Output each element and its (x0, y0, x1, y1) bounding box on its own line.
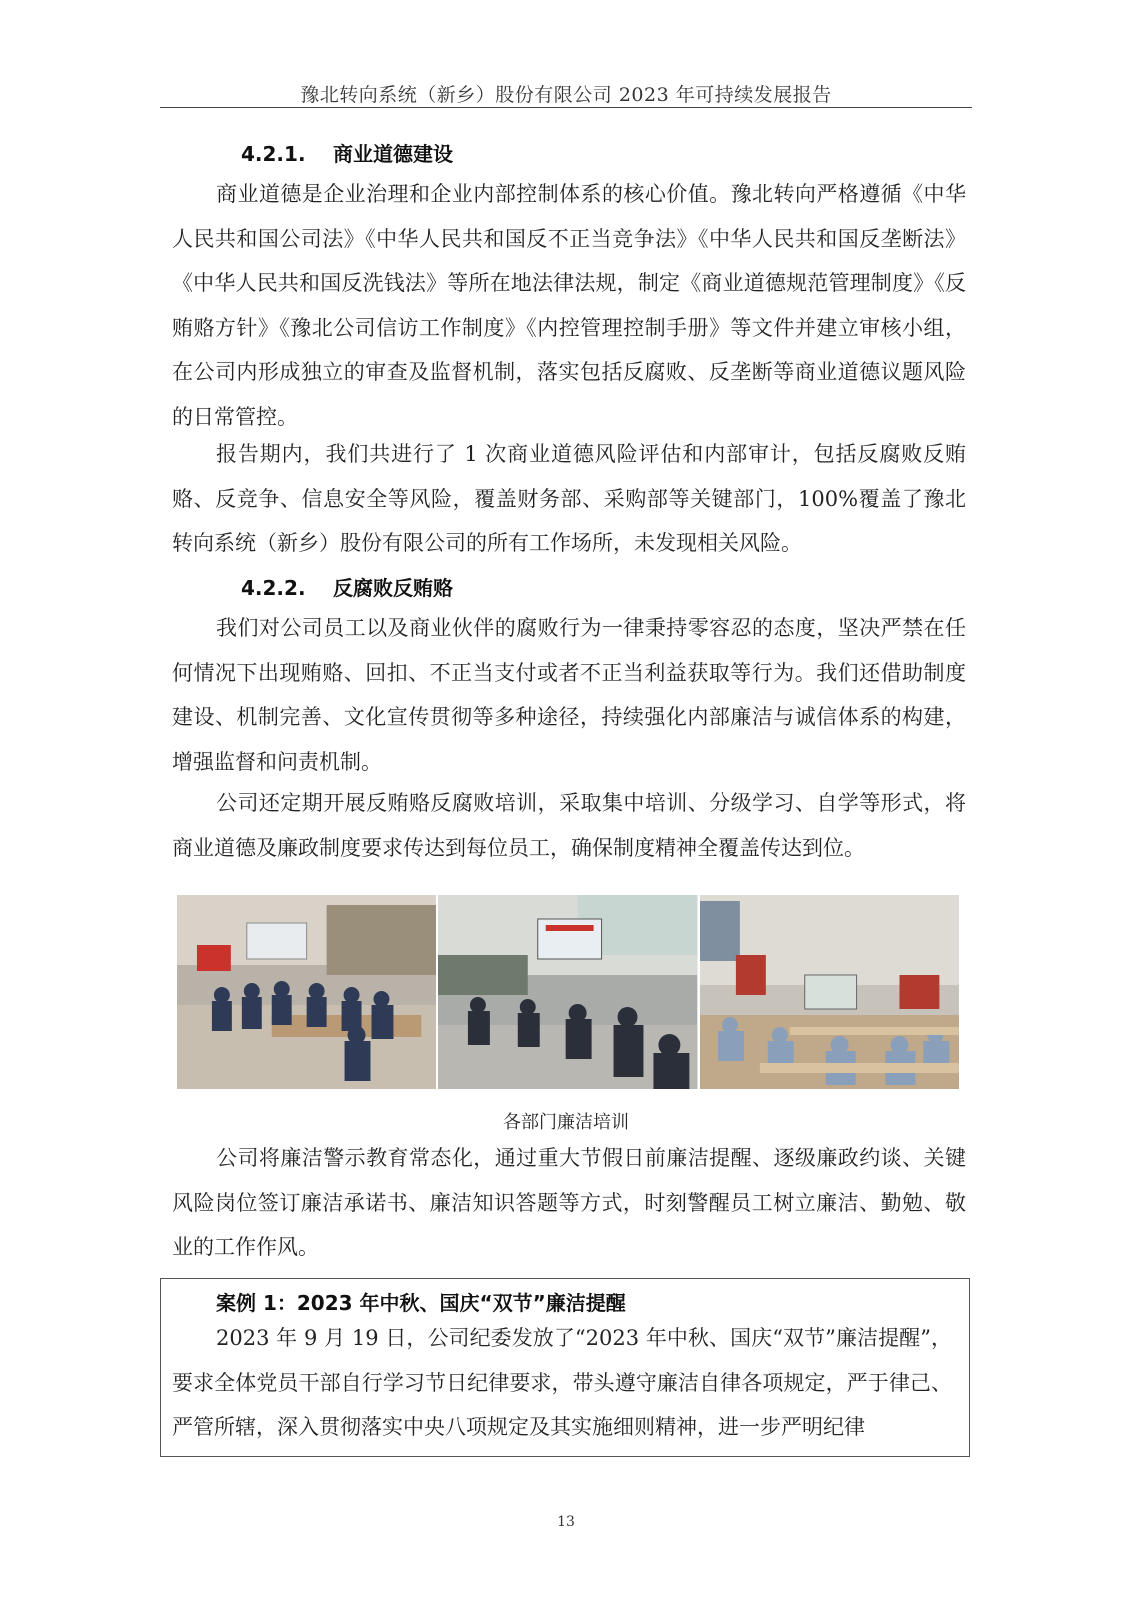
page-number: 13 (557, 1514, 575, 1530)
case-title: 案例 1：2023 年中秋、国庆“双节”廉洁提醒 (216, 1291, 626, 1315)
paragraph-integrity-education: 公司将廉洁警示教育常态化，通过重大节假日前廉洁提醒、逐级廉政约谈、关键风险岗位签订廉洁承诺书、廉洁知识答题等方式，时刻警醒员工树立廉洁、勤勉、敬业的工作作风。 (172, 1146, 966, 1259)
section-title: 商业道德建设 (333, 142, 453, 166)
paragraph-risk-assessment: 报告期内，我们共进行了 1 次商业道德风险评估和内部审计，包括反腐败反贿赂、反竞争、信息安全等风险，覆盖财务部、采购部等关键部门，100%覆盖了豫北转向系统（新乡）股份有限公司的所有工作场所，未发现相关风险。 (172, 442, 966, 555)
paragraph-business-ethics: 商业道德是企业治理和企业内部控制体系的核心价值。豫北转向严格遵循《中华人民共和国公司法》《中华人民共和国反不正当竞争法》《中华人民共和国反垄断法》《中华人民共和国反洗钱法》等所在地法律法规，制定《商业道德规范管理制度》《反贿赂方针》《豫北公司信访工作制度》《内控管理控制手册》等文件并建立审核小组，在公司内形成独立的审查及监督机制，落实包括反腐败、反垄断等商业道德议题风险的日常管控。 (172, 182, 966, 429)
training-photo-3 (700, 895, 959, 1089)
section-title: 反腐败反贿赂 (333, 576, 453, 600)
paragraph-zero-tolerance: 我们对公司员工以及商业伙伴的腐败行为一律秉持零容忍的态度，坚决严禁在任何情况下出现贿赂、回扣、不正当支付或者不正当利益获取等行为。我们还借助制度建设、机制完善、文化宣传贯彻等多种途径，持续强化内部廉洁与诚信体系的构建，增强监督和问责机制。 (172, 616, 966, 774)
paragraph-training: 公司还定期开展反贿赂反腐败培训，采取集中培训、分级学习、自学等形式，将商业道德及廉政制度要求传达到每位员工，确保制度精神全覆盖传达到位。 (172, 791, 966, 860)
section-heading-4-2-1 (241, 138, 453, 167)
section-heading-4-2-2 (241, 572, 453, 601)
training-photo-1 (177, 895, 436, 1089)
training-photos (177, 895, 959, 1089)
section-number: 4.2.2. (241, 576, 306, 600)
photo-caption: 各部门廉洁培训 (503, 1112, 629, 1133)
header-divider (160, 107, 972, 108)
section-number: 4.2.1. (241, 142, 306, 166)
training-photo-2 (438, 895, 697, 1089)
report-header: 豫北转向系统（新乡）股份有限公司 2023 年可持续发展报告 (300, 84, 832, 106)
case-body: 2023 年 9 月 19 日，公司纪委发放了“2023 年中秋、国庆“双节”廉洁提醒”，要求全体党员干部自行学习节日纪律要求，带头遵守廉洁自律各项规定，严于律己、严管所辖，深入贯彻落实中央八项规定及其实施细则精神，进一步严明纪律 (172, 1326, 952, 1439)
